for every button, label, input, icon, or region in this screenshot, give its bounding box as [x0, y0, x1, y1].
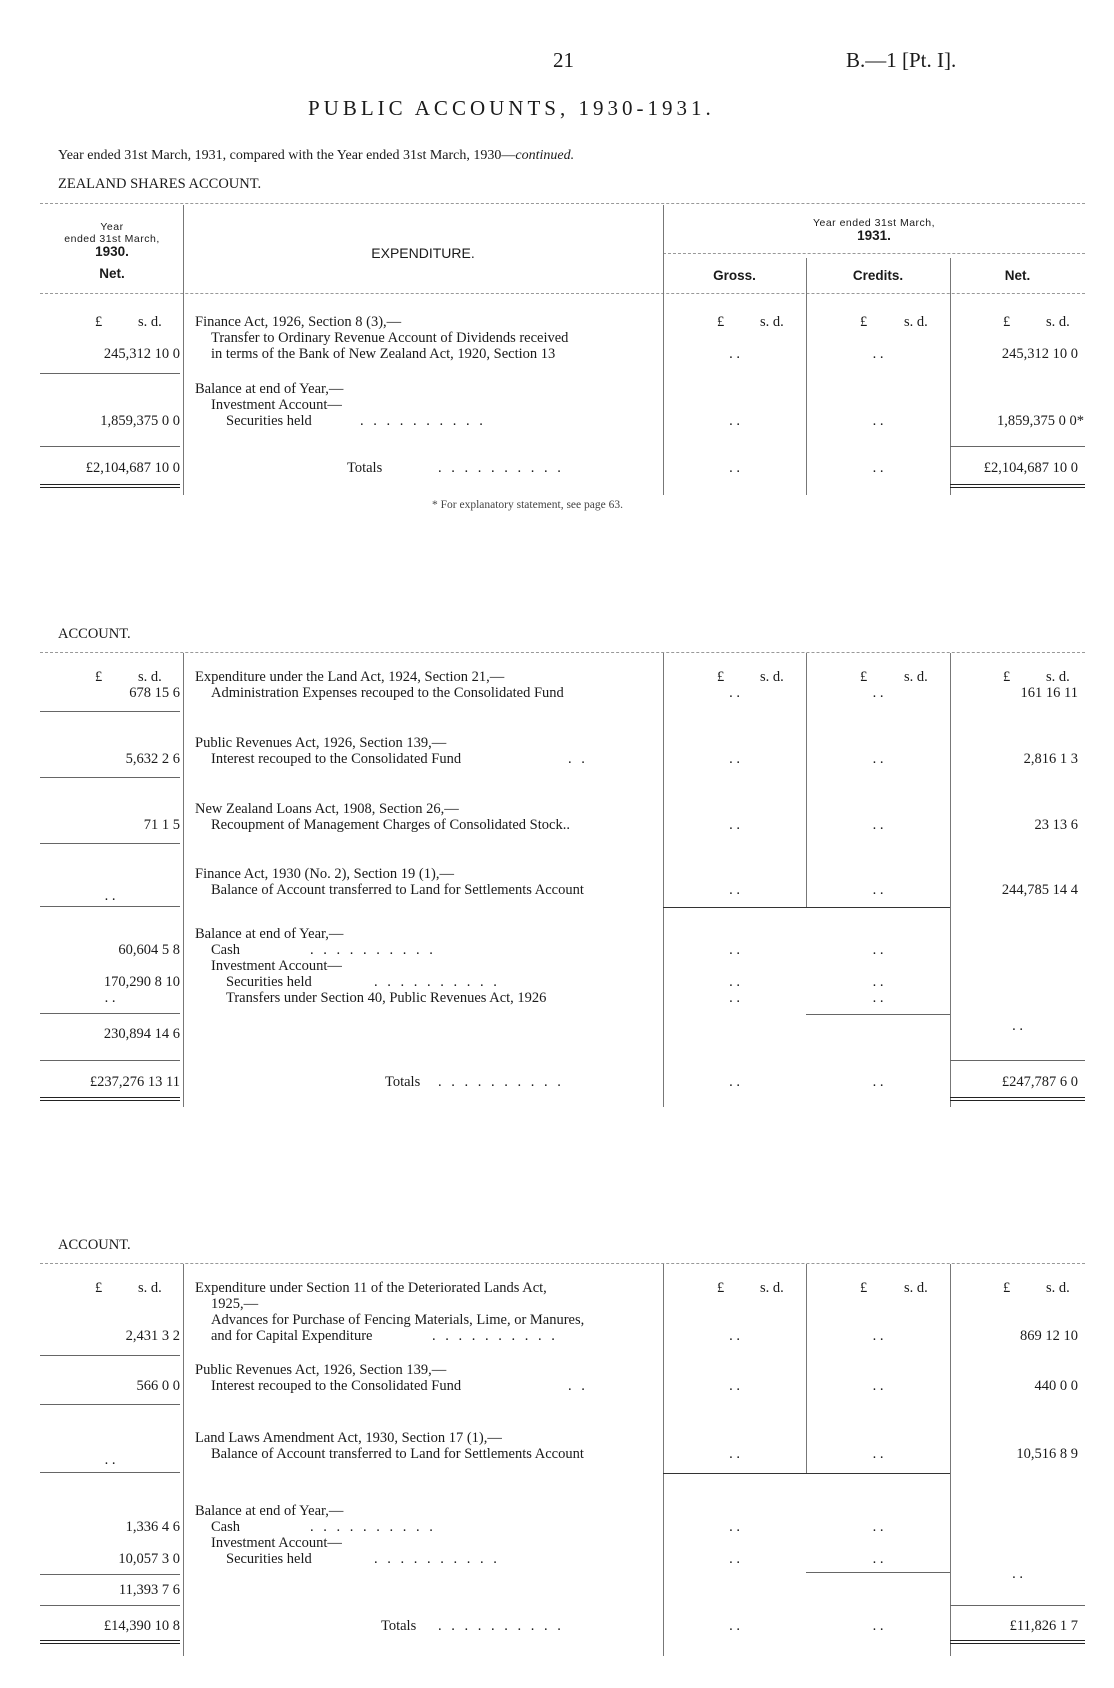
s3-cash-credits-leader: . .: [872, 1519, 884, 1535]
r2-gross-leader: . .: [729, 413, 740, 429]
s3-row-securities-held: Securities held: [226, 1551, 312, 1567]
s2-totals-gross-leader: . .: [729, 1074, 740, 1090]
s3-unit-pound-net: £: [1003, 1280, 1011, 1296]
main-title: PUBLIC ACCOUNTS, 1930-1931.: [308, 96, 715, 120]
s3-unit-sd-net: s. d.: [1046, 1280, 1070, 1296]
s3-a-net-value: 869 12 10: [1020, 1328, 1078, 1344]
r2-leaders: . . . . . . . . . .: [360, 413, 486, 429]
s3-row-deteriorated-lands-act: Expenditure under Section 11 of the Deteriorated Lands Act,: [195, 1280, 547, 1296]
s2-row-management-charges: Recoupment of Management Charges of Consolidated Stock..: [211, 817, 570, 833]
s2-row-balance-transferred: Balance of Account transferred to Land for Settlements Account: [211, 882, 584, 898]
s3-unit-sd-credits: s. d.: [904, 1280, 928, 1296]
row-finance-act-1926: Finance Act, 1926, Section 8 (3),—: [195, 314, 402, 330]
s3-totals-prev-value: £14,390 10 8: [103, 1618, 180, 1634]
s3-sec-prev-value: 10,057 3 0: [118, 1551, 180, 1567]
s2-unit-sd-credits: s. d.: [904, 669, 928, 685]
unit-pound-net: £: [1003, 314, 1011, 330]
s3-b-credits-leader: . .: [872, 1378, 884, 1394]
unit-pound-credits: £: [860, 314, 868, 330]
s3-sec-leaders: . . . . . . . . . .: [374, 1551, 500, 1567]
s2-unit-pound-gross: £: [717, 669, 725, 685]
section1-title: ZEALAND SHARES ACCOUNT.: [58, 176, 262, 192]
s2-row-investment-account: Investment Account—: [211, 958, 342, 974]
totals-label: Totals: [347, 460, 383, 476]
header-expenditure: EXPENDITURE.: [371, 245, 475, 261]
s2-a-credits-leader: . .: [872, 685, 884, 701]
r1-gross-leader: . .: [729, 346, 740, 362]
s2-b-net-value: 2,816 1 3: [1023, 751, 1078, 767]
s3-subtotal-prev-value: 11,393 7 6: [118, 1582, 180, 1598]
s3-b-leaders: . .: [568, 1378, 588, 1394]
header-year-1931: 1931.: [857, 228, 891, 243]
s2-transfers-prev-leader: . .: [104, 990, 116, 1006]
s2-d-prev-leader: . .: [104, 888, 116, 904]
s3-row-cash: Cash: [211, 1519, 240, 1535]
s3-a-leaders: . . . . . . . . . .: [432, 1328, 558, 1344]
header-credits: Credits.: [852, 268, 904, 283]
s2-c-gross-leader: . .: [729, 817, 740, 833]
s2-row-finance-act-1930: Finance Act, 1930 (No. 2), Section 19 (1),—: [195, 866, 454, 882]
s3-b-gross-leader: . .: [729, 1378, 740, 1394]
unit-sd-prev: s. d.: [138, 314, 162, 330]
s2-sec-credits-leader: . .: [872, 974, 884, 990]
s2-d-credits-leader: . .: [872, 882, 884, 898]
r1-net-value: 245,312 10 0: [1001, 346, 1078, 362]
unit-sd-gross: s. d.: [760, 314, 784, 330]
row-bank-of-nz-act: in terms of the Bank of New Zealand Act, 1920, Section 13: [211, 346, 556, 362]
r1-credits-leader: . .: [872, 346, 884, 362]
s2-sec-prev-value: 170,290 8 10: [103, 974, 180, 990]
s2-unit-sd-net: s. d.: [1046, 669, 1070, 685]
totals-prev-value: £2,104,687 10 0: [85, 460, 180, 476]
s2-row-balance-end-year: Balance at end of Year,—: [195, 926, 344, 942]
s3-cash-prev-value: 1,336 4 6: [125, 1519, 180, 1535]
s2-row-admin-expenses: Administration Expenses recouped to the Consolidated Fund: [211, 685, 564, 701]
s2-totals-net-value: £247,787 6 0: [1001, 1074, 1078, 1090]
s3-row-balance-end-year: Balance at end of Year,—: [195, 1503, 344, 1519]
section2-title: ACCOUNT.: [58, 626, 131, 642]
document-reference: B.—1 [Pt. I].: [846, 48, 957, 72]
s3-unit-pound-gross: £: [717, 1280, 725, 1296]
s3-row-balance-transferred: Balance of Account transferred to Land for Settlements Account: [211, 1446, 584, 1462]
s2-b-leaders: . .: [568, 751, 588, 767]
s3-row-advances-fencing: Advances for Purchase of Fencing Materials, Lime, or Manures,: [211, 1312, 585, 1328]
s2-unit-sd-prev: s. d.: [138, 669, 162, 685]
s3-totals-leaders: . . . . . . . . . .: [438, 1618, 564, 1634]
s2-unit-pound-net: £: [1003, 669, 1011, 685]
totals-credits-leader: . .: [872, 460, 884, 476]
s2-a-gross-leader: . .: [729, 685, 740, 701]
s3-unit-sd-gross: s. d.: [760, 1280, 784, 1296]
unit-sd-credits: s. d.: [904, 314, 928, 330]
s3-sec-gross-leader: . .: [729, 1551, 740, 1567]
unit-pound-gross: £: [717, 314, 725, 330]
s2-a-net-value: 161 16 11: [1020, 685, 1078, 701]
s3-row-interest-recouped: Interest recouped to the Consolidated Fund: [211, 1378, 462, 1394]
s3-row-investment-account: Investment Account—: [211, 1535, 342, 1551]
s3-c-prev-leader: . .: [104, 1452, 116, 1468]
s2-cash-leaders: . . . . . . . . . .: [310, 942, 436, 958]
s2-a-prev-value: 678 15 6: [129, 685, 180, 701]
row-transfer-dividends: Transfer to Ordinary Revenue Account of Dividends received: [211, 330, 569, 346]
subtitle-prefix: Year ended 31st March, 1931, compared with the Year ended 31st March, 1930—: [58, 148, 516, 163]
s2-b-prev-value: 5,632 2 6: [125, 751, 180, 767]
s2-row-public-revenues-act: Public Revenues Act, 1926, Section 139,—: [195, 735, 447, 751]
s2-cash-prev-value: 60,604 5 8: [118, 942, 180, 958]
s2-unit-pound-credits: £: [860, 669, 868, 685]
s2-totals-prev-value: £237,276 13 11: [89, 1074, 180, 1090]
header-ended: ended 31st March,: [64, 233, 160, 245]
s2-row-interest-recouped: Interest recouped to the Consolidated Fund: [211, 751, 462, 767]
s3-sec-credits-leader: . .: [872, 1551, 884, 1567]
r2-net-value: 1,859,375 0 0*: [997, 413, 1084, 429]
s2-row-nz-loans-act: New Zealand Loans Act, 1908, Section 26,—: [195, 801, 459, 817]
unit-sd-net: s. d.: [1046, 314, 1070, 330]
s2-transfers-gross-leader: . .: [729, 990, 740, 1006]
s3-totals-gross-leader: . .: [729, 1618, 740, 1634]
s2-unit-sd-gross: s. d.: [760, 669, 784, 685]
r2-credits-leader: . .: [872, 413, 884, 429]
totals-gross-leader: . .: [729, 460, 740, 476]
header-year-ended-1931: Year ended 31st March,: [812, 217, 936, 229]
unit-pound-prev: £: [95, 314, 103, 330]
s3-totals-label: Totals: [381, 1618, 417, 1634]
s3-sub-net-leader: . .: [1012, 1566, 1023, 1582]
s2-subtotal-prev-value: 230,894 14 6: [103, 1026, 180, 1042]
s3-unit-pound-credits: £: [860, 1280, 868, 1296]
s3-b-prev-value: 566 0 0: [136, 1378, 180, 1394]
r1-prev-value: 245,312 10 0: [103, 346, 180, 362]
s2-totals-leaders: . . . . . . . . . .: [438, 1074, 564, 1090]
header-gross: Gross.: [713, 268, 756, 283]
s2-c-credits-leader: . .: [872, 817, 884, 833]
s3-a-credits-leader: . .: [872, 1328, 884, 1344]
s3-c-gross-leader: . .: [729, 1446, 740, 1462]
s2-c-prev-value: 71 1 5: [143, 817, 180, 833]
s2-d-gross-leader: . .: [729, 882, 740, 898]
s2-row-securities-held: Securities held: [226, 974, 312, 990]
s3-cash-leaders: . . . . . . . . . .: [310, 1519, 436, 1535]
s3-totals-credits-leader: . .: [872, 1618, 884, 1634]
s3-row-capital-expenditure: and for Capital Expenditure: [211, 1328, 373, 1344]
s3-b-net-value: 440 0 0: [1034, 1378, 1078, 1394]
s3-a-gross-leader: . .: [729, 1328, 740, 1344]
s2-cash-credits-leader: . .: [872, 942, 884, 958]
s3-unit-pound-prev: £: [95, 1280, 103, 1296]
s3-totals-net-value: £11,826 1 7: [1009, 1618, 1078, 1634]
header-year-1930: 1930.: [95, 244, 129, 259]
s2-cash-gross-leader: . .: [729, 942, 740, 958]
s2-unit-pound-prev: £: [95, 669, 103, 685]
s3-unit-sd-prev: s. d.: [138, 1280, 162, 1296]
s2-row-transfers-section-40: Transfers under Section 40, Public Revenues Act, 1926: [226, 990, 547, 1006]
page-number: 21: [553, 48, 574, 72]
s2-row-land-act-1924: Expenditure under the Land Act, 1924, Section 21,—: [195, 669, 505, 685]
subtitle: [58, 148, 574, 164]
footnote: * For explanatory statement, see page 63.: [432, 499, 623, 511]
totals-net-value: £2,104,687 10 0: [983, 460, 1078, 476]
s3-row-public-revenues-act: Public Revenues Act, 1926, Section 139,—: [195, 1362, 447, 1378]
s2-b-gross-leader: . .: [729, 751, 740, 767]
s2-totals-label: Totals: [385, 1074, 421, 1090]
header-year: Year: [100, 221, 124, 233]
s2-sec-leaders: . . . . . . . . . .: [374, 974, 500, 990]
s2-d-net-value: 244,785 14 4: [1001, 882, 1078, 898]
row-investment-account: Investment Account—: [211, 397, 342, 413]
s3-c-credits-leader: . .: [872, 1446, 884, 1462]
s2-totals-credits-leader: . .: [872, 1074, 884, 1090]
s2-transfers-credits-leader: . .: [872, 990, 884, 1006]
s2-c-net-value: 23 13 6: [1034, 817, 1078, 833]
header-net: Net.: [1004, 268, 1031, 283]
s3-row-land-laws-amendment: Land Laws Amendment Act, 1930, Section 17 (1),—: [195, 1430, 502, 1446]
totals-leaders: . . . . . . . . . .: [438, 460, 564, 476]
row-balance-end-year: Balance at end of Year,—: [195, 381, 344, 397]
s3-row-1925: 1925,—: [211, 1296, 259, 1312]
s2-b-credits-leader: . .: [872, 751, 884, 767]
s3-cash-gross-leader: . .: [729, 1519, 740, 1535]
subtitle-suffix: continued.: [515, 148, 575, 163]
s2-sub-net-leader: . .: [1012, 1018, 1023, 1034]
s2-row-cash: Cash: [211, 942, 240, 958]
s3-c-net-value: 10,516 8 9: [1016, 1446, 1078, 1462]
r2-prev-value: 1,859,375 0 0: [100, 413, 180, 429]
s3-a-prev-value: 2,431 3 2: [125, 1328, 180, 1344]
row-securities-held: Securities held: [226, 413, 312, 429]
s2-sec-gross-leader: . .: [729, 974, 740, 990]
header-net-prev: Net.: [99, 266, 125, 281]
section3-title: ACCOUNT.: [58, 1237, 131, 1253]
